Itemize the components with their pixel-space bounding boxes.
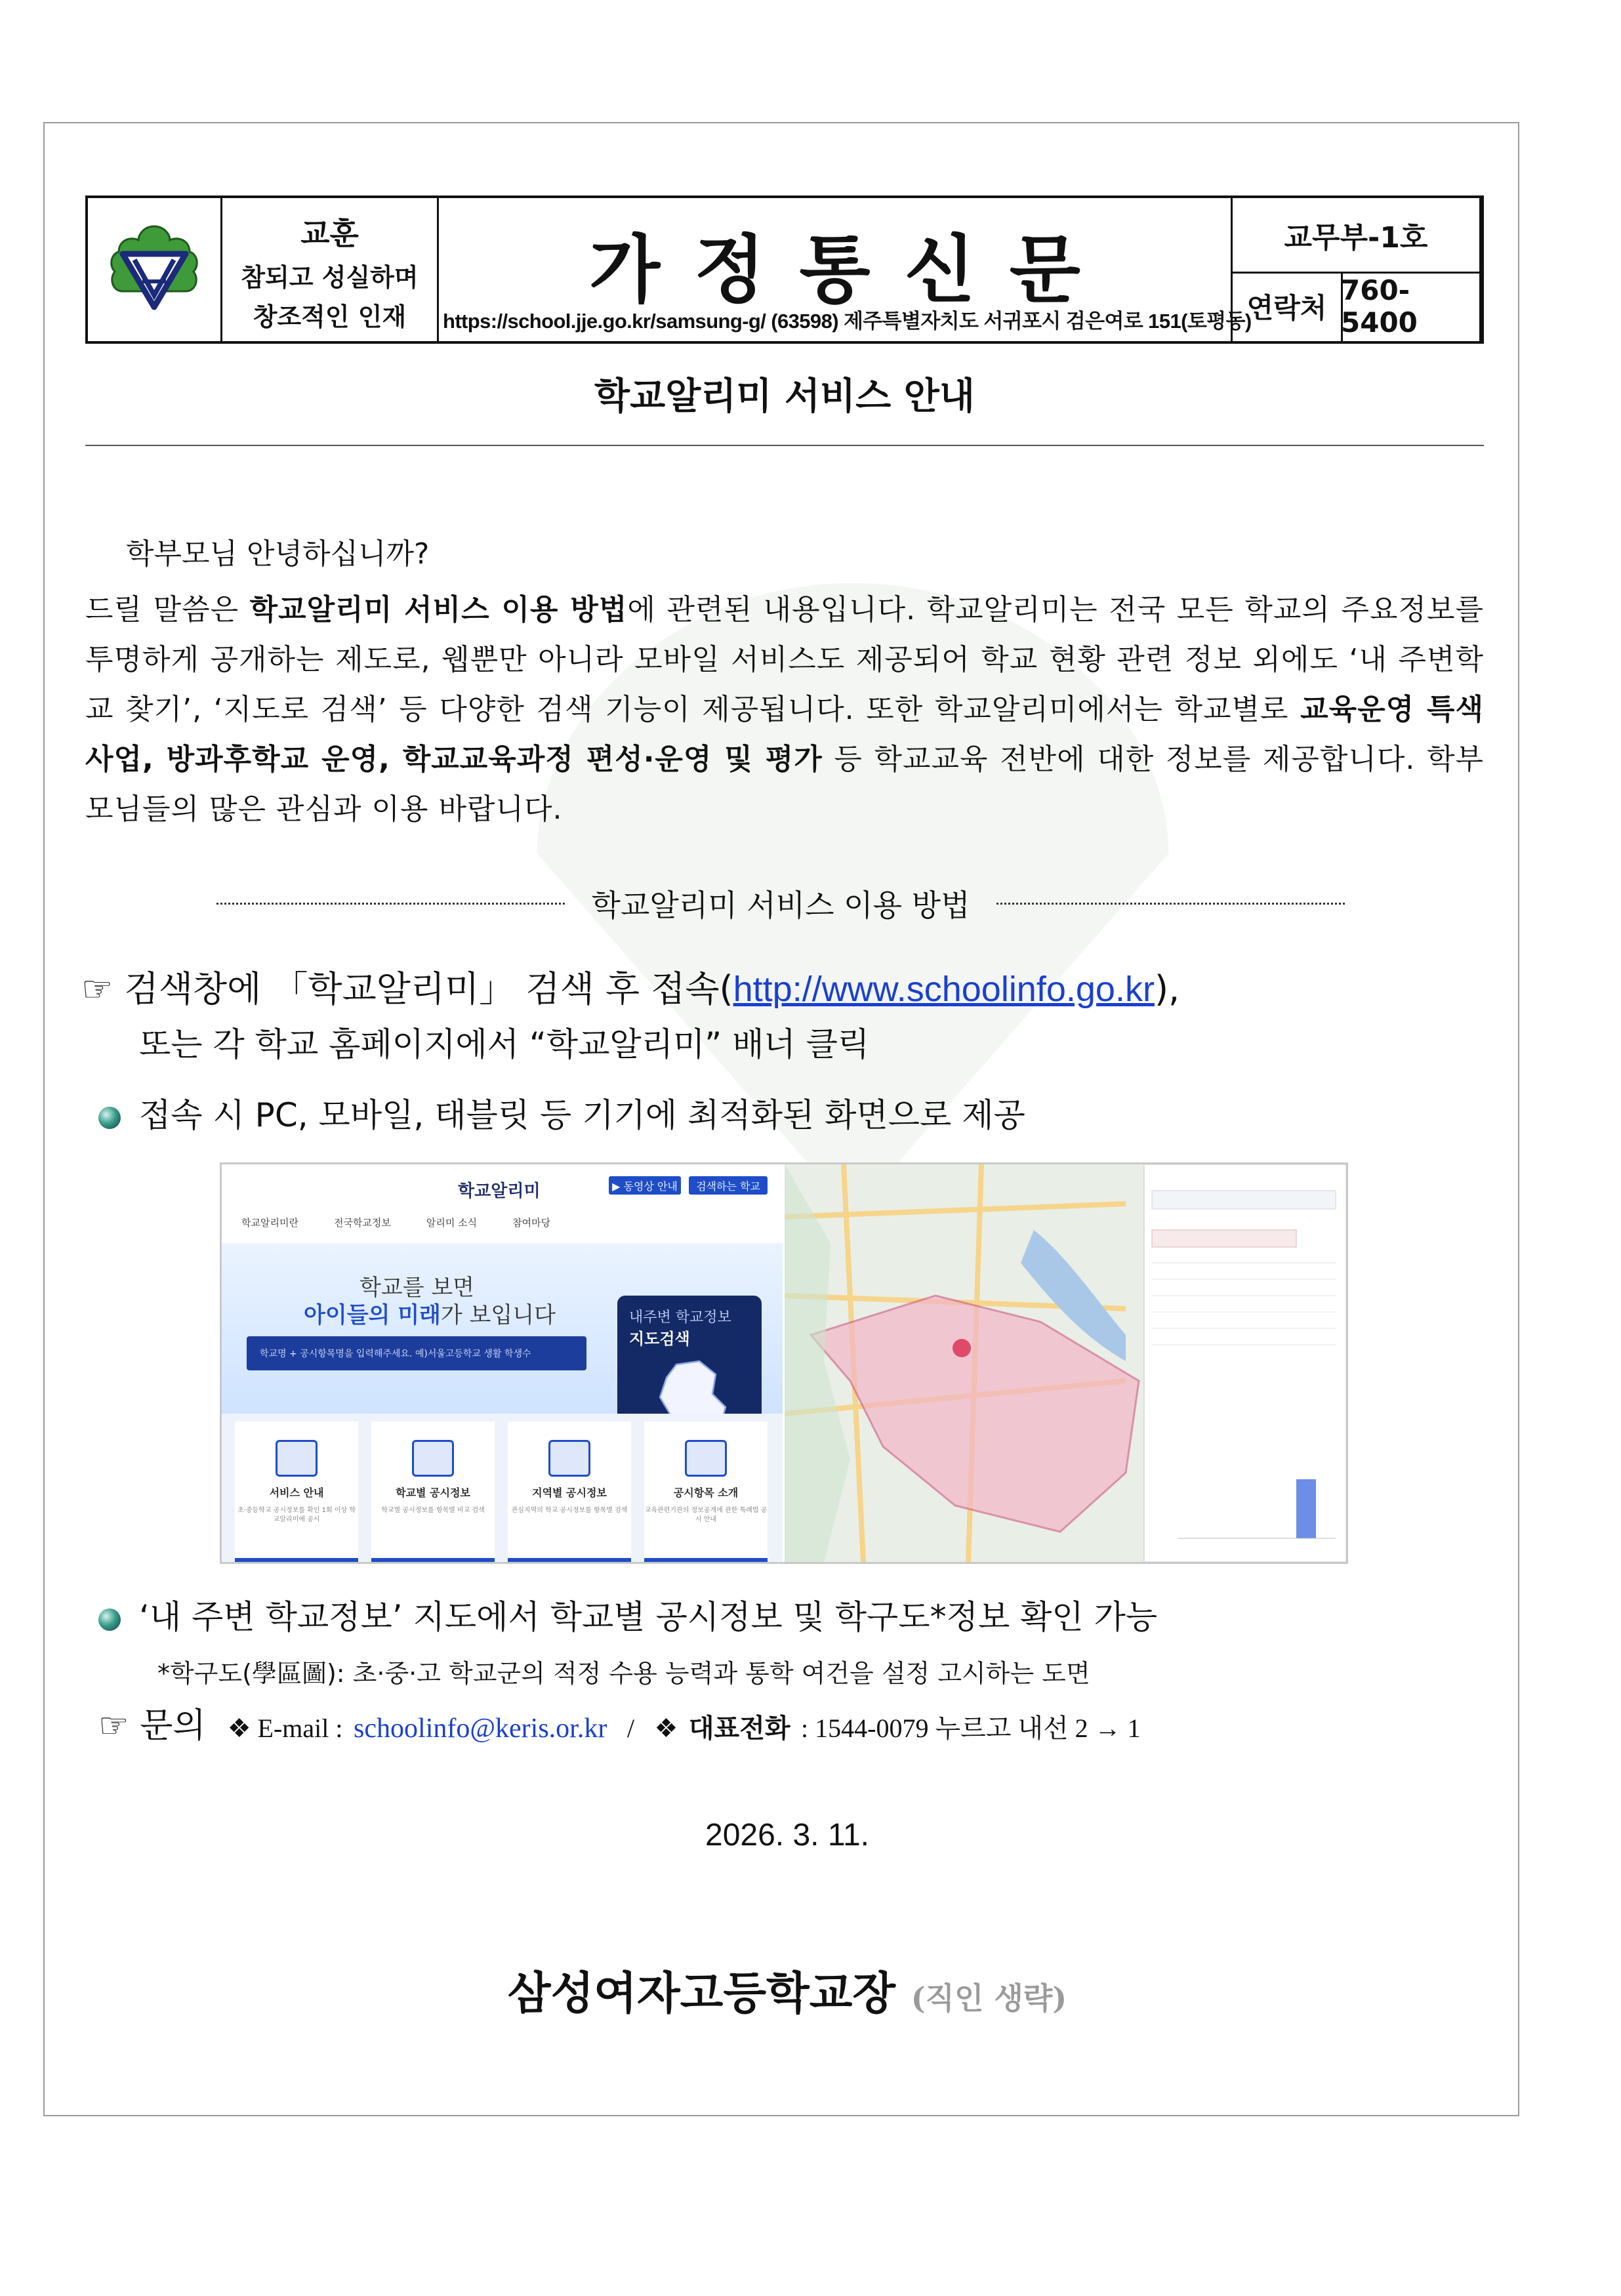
footnote-district: *학구도(學區圖): 초·중·고 학교군의 적정 수용 능력과 통학 여건을 설정 고시하는 도면 <box>157 1659 1090 1688</box>
school-address: https://school.jje.go.kr/samsung-g/ (63598) 제주특별자치도 서귀포시 검은여로 151(토평동) <box>443 310 1252 333</box>
bullet-devices-text: 접속 시 PC, 모바일, 태블릿 등 기기에 최적화된 화면으로 제공 <box>139 1096 1025 1134</box>
section-heading <box>216 880 1345 926</box>
pointer-icon: ☞ <box>81 968 113 1010</box>
screenshot-hero-line2 <box>304 1297 556 1329</box>
screenshot-card <box>371 1422 495 1562</box>
section-title: 학교알리미 서비스 이용 방법 <box>591 888 970 923</box>
document-title: 가정통신문 <box>589 228 1115 313</box>
body-bold-1: 학교알리미 서비스 이용 방법 <box>249 593 628 626</box>
letter-header <box>85 195 1484 344</box>
divider <box>85 445 1484 446</box>
screenshot-map-card-title: 내주변 학교정보 <box>629 1309 731 1326</box>
body-bold-2: 교육운영 특색사업, 방과후학교 운영, 학교교육과정 편성·운영 및 평가 <box>85 693 1484 776</box>
step-banner: 또는 각 학교 홈페이지에서 “학교알리미” 배너 클릭 <box>139 1025 870 1063</box>
motto-title: 교훈 <box>300 216 359 251</box>
screenshot-cards <box>222 1414 783 1562</box>
letter-date: 2026. 3. 11. <box>705 1818 869 1853</box>
dotted-rule-left <box>216 903 565 905</box>
seal-note: (직인 생략) <box>911 1980 1067 2016</box>
screenshot-hero-tail: 가 보입니다 <box>440 1302 556 1328</box>
contact-email-link[interactable]: schoolinfo@keris.or.kr <box>354 1713 607 1744</box>
bullet-map-text: ‘내 주변 학교정보’ 지도에서 학교별 공시정보 및 학구도*정보 확인 가능 <box>139 1598 1158 1636</box>
phone-prefix: ❖ <box>654 1713 678 1743</box>
screenshot-hero-highlight: 아이들의 미래 <box>304 1302 441 1328</box>
step-search <box>81 961 1180 1012</box>
inquiry-label: 문의 <box>140 1706 206 1746</box>
screenshot-search-button: 검색하는 학교 <box>689 1176 768 1195</box>
screenshot-nav-item: 참여마당 <box>512 1217 551 1229</box>
screenshot-card-sub: 관심지역의 학교 공시정보를 항목별 검색 <box>511 1507 628 1514</box>
screenshot-card-sub: 교육관련기관의 정보공개에 관한 특례법 공시 안내 <box>644 1507 768 1523</box>
screenshot-hero <box>222 1243 783 1414</box>
subject-title: 학교알리미 서비스 안내 <box>594 375 975 418</box>
screenshot-card <box>508 1422 631 1562</box>
principal-name: 삼성여자고등학교장 <box>507 1968 896 2020</box>
screenshot-homepage <box>222 1164 783 1562</box>
body-text-3: 등 학교교육 전반에 대한 정보를 제공합니다. 학부모님들의 많은 관심과 이용 바랍니다. <box>85 743 1485 826</box>
school-building-icon <box>412 1440 454 1477</box>
school-motto <box>222 198 439 341</box>
screenshot-card-label: 공시항목 소개 <box>673 1486 739 1499</box>
screenshot-brand: 학교알리미 <box>458 1181 541 1201</box>
screenshot-map-card-sub: 지도검색 <box>629 1330 690 1348</box>
school-logo <box>88 198 222 341</box>
issue-info <box>1233 198 1481 341</box>
screenshot-nav-item: 전국학교정보 <box>333 1217 391 1229</box>
screenshot-card-sub: 초·중등학교 공시정보를 확인 1회 이상 학교알리미에 공시 <box>237 1507 356 1523</box>
step-search-text: 검색창에 「학교알리미」 검색 후 접속( <box>124 968 733 1010</box>
signature <box>0 1958 1574 2022</box>
screenshot-search-bar: 학교명 + 공시항목명을 입력해주세요. 예)서울고등학교 생활 학생수 <box>247 1336 586 1370</box>
screenshot-hero-line1: 학교를 보면 <box>359 1275 475 1301</box>
contact-number: 760-5400 <box>1341 274 1418 338</box>
school-emblem-icon <box>105 220 203 319</box>
step-search-tail: ), <box>1154 968 1180 1010</box>
screenshot-map-view <box>785 1164 1346 1562</box>
inquiry-line <box>98 1698 1141 1747</box>
greeting: 학부모님 안녕하십니까? <box>126 537 430 571</box>
screenshot-video-button: ▶ 동영상 안내 <box>609 1176 681 1195</box>
screenshot-nav-item: 알리미 소식 <box>426 1217 478 1229</box>
pointer-icon: ☞ <box>98 1706 129 1746</box>
screenshot-card <box>235 1422 358 1562</box>
email-prefix: ❖ E-mail : <box>227 1713 343 1743</box>
schoolinfo-screenshot <box>220 1162 1348 1564</box>
body-text-1: 드릴 말씀은 <box>85 593 250 626</box>
screenshot-card-sub: 학교별 공시정보를 항목별 비교 검색 <box>381 1507 485 1514</box>
screenshot-nav <box>222 1216 783 1229</box>
bullet-ball-icon <box>98 1609 121 1631</box>
body-paragraph <box>85 585 1484 834</box>
screenshot-card-label: 학교별 공시정보 <box>396 1486 470 1499</box>
phone-number: : 1544-0079 누르고 내선 2 → 1 <box>801 1713 1141 1743</box>
document-icon <box>685 1440 727 1477</box>
phone-label: 대표전화 <box>688 1713 790 1743</box>
city-icon <box>548 1440 590 1477</box>
screenshot-card <box>644 1422 768 1562</box>
bullet-map <box>98 1591 1157 1638</box>
screenshot-card-label: 서비스 안내 <box>269 1486 324 1499</box>
separator: / <box>626 1713 634 1743</box>
motto-line-1: 참되고 성실하며 <box>241 263 419 292</box>
screenshot-header <box>222 1164 783 1250</box>
motto-line-2: 창조적인 인재 <box>253 302 407 331</box>
title-cell <box>439 198 1252 341</box>
issue-number: 교무부-1호 <box>1233 198 1479 274</box>
bullet-ball-icon <box>98 1107 121 1129</box>
school-district-map-image <box>785 1164 1346 1562</box>
dotted-rule-right <box>996 903 1345 905</box>
screenshot-nav-item: 학교알리미란 <box>241 1217 298 1229</box>
service-icon <box>276 1440 318 1477</box>
bullet-devices <box>98 1089 1025 1136</box>
contact-label: 연락처 <box>1233 272 1343 341</box>
screenshot-card-label: 지역별 공시정보 <box>532 1486 607 1499</box>
body-text-2: 에 관련된 내용입니다. 학교알리미는 전국 모든 학교의 주요정보를 투명하게 공개하는 제도로, 웹뿐만 아니라 모바일 서비스도 제공되어 학교 현황 관련 정보 외에도 ‘내 주변학교 찾기’, ‘지도로 검색’ 등 다양한 검색 기능이 제공됩니다. 또한 학교알리미에서는 학교별로 <box>85 593 1484 726</box>
schoolinfo-link[interactable]: http://www.schoolinfo.go.kr <box>733 970 1155 1009</box>
